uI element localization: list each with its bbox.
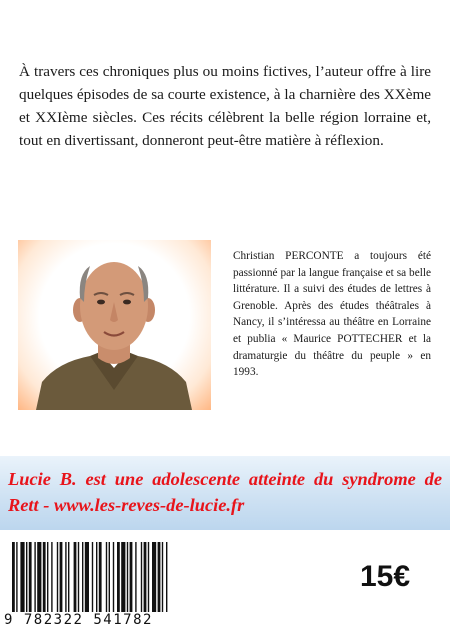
barcode-bar — [152, 542, 156, 612]
barcode-bar — [65, 542, 66, 612]
barcode-bar — [20, 542, 24, 612]
barcode-bar — [82, 542, 83, 612]
barcode-bar — [51, 542, 52, 612]
isbn-digits: 9 782322 541782 — [4, 612, 153, 628]
barcode-bar — [96, 542, 97, 612]
barcode-bar — [29, 542, 32, 612]
barcode-bar — [68, 542, 69, 612]
price-label: 15€ — [360, 560, 411, 593]
barcode-bar — [166, 542, 167, 612]
barcode-bar — [16, 542, 17, 612]
banner-text: Lucie B. est une adolescente atteinte du syndrome de Rett - www.les-reves-de-lucie.fr — [8, 469, 442, 515]
barcode-bar — [60, 542, 63, 612]
barcode-bar — [144, 542, 147, 612]
barcode-bar — [121, 542, 125, 612]
barcode-bar — [85, 542, 89, 612]
barcode-bar — [43, 542, 46, 612]
barcode-bar — [99, 542, 102, 612]
author-bio: Christian PERCONTE a toujours été passionné par la langue française et sa belle littérature. Il a suivi des études de lettres à Grenoble. Après des études théâtrales à Nancy, il s’intéressa au théâtre en Lorraine et publia « Maurice POTTECHER et la dramaturgie du théâtre du peuple » en 1993. — [233, 250, 431, 379]
barcode-bar — [148, 542, 149, 612]
barcode-bar — [57, 542, 58, 612]
barcode-bar — [127, 542, 128, 612]
barcode-bar — [12, 542, 15, 612]
barcode-bar — [162, 542, 163, 612]
barcode-bar — [78, 542, 79, 612]
barcode-bar — [37, 542, 41, 612]
barcode-bar — [113, 542, 114, 612]
barcode-bar — [158, 542, 161, 612]
barcode-bar — [106, 542, 107, 612]
barcode-bar — [92, 542, 93, 612]
barcode-bar — [47, 542, 48, 612]
barcode-bar — [130, 542, 133, 612]
barcode-bar — [117, 542, 120, 612]
back-cover-blurb: À travers ces chroniques plus ou moins fictives, l’auteur offre à lire quelques épisodes de sa courte existence, à la charnière des XXème et XXIème siècles. Ces récits célèbrent la belle région lorraine et, tout en divertissant, donneront peut-être matière à réflexion. — [19, 63, 431, 149]
barcode-bar — [34, 542, 35, 612]
barcode-bar — [141, 542, 142, 612]
barcode-bar — [135, 542, 136, 612]
barcode-bar — [26, 542, 27, 612]
info-banner — [0, 456, 450, 530]
author-portrait-illustration — [18, 240, 211, 410]
author-photo — [18, 240, 211, 410]
barcode-bar — [109, 542, 110, 612]
barcode-bar — [74, 542, 77, 612]
isbn-barcode — [0, 536, 206, 614]
